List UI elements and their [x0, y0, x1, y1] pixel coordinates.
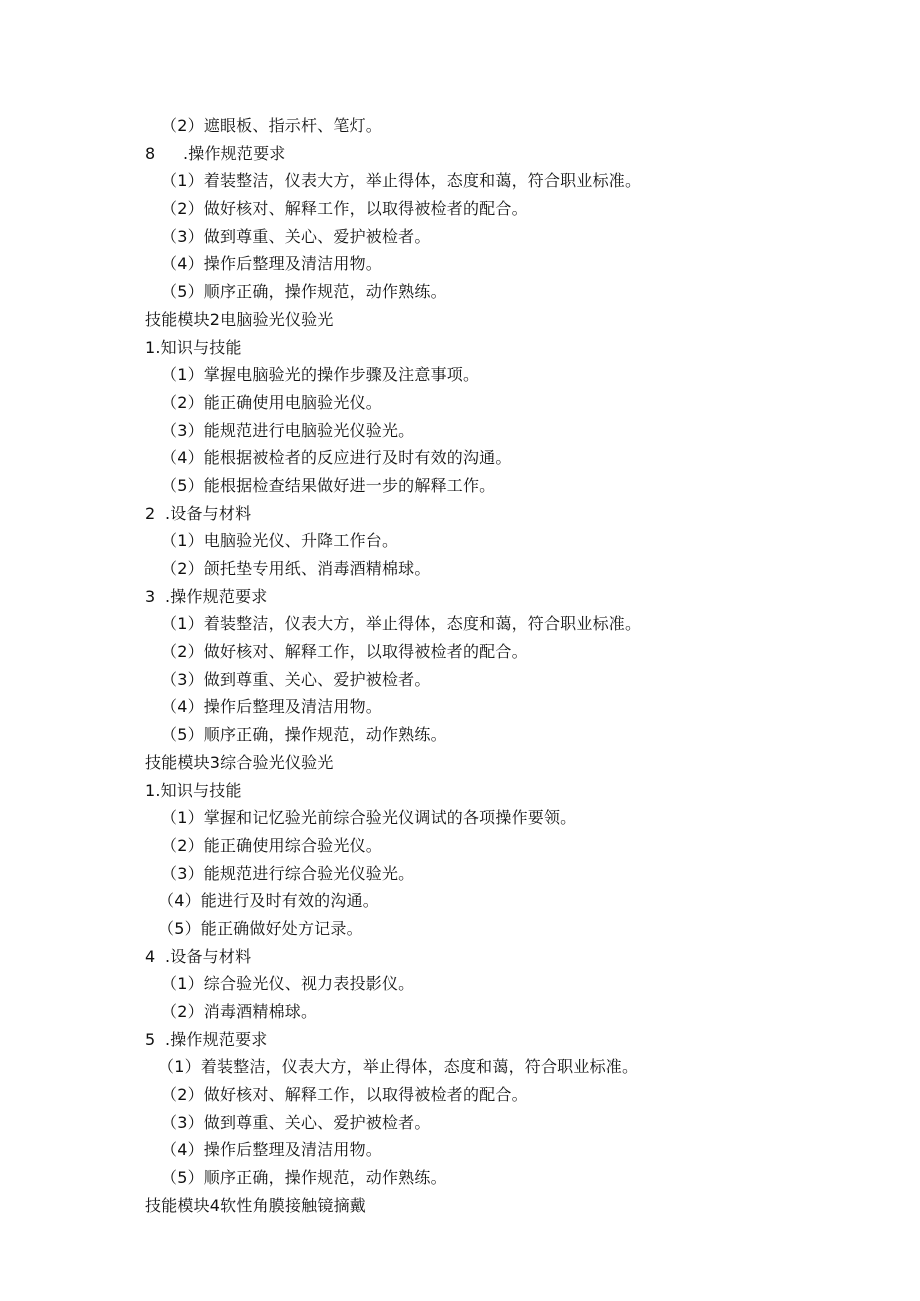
- list-item: （3）能规范进行综合验光仪验光。: [161, 863, 415, 883]
- list-item: （1）着装整洁，仪表大方，举止得体，态度和蔼，符合职业标准。: [161, 171, 642, 191]
- list-item: （4）操作后整理及清洁用物。: [161, 697, 382, 717]
- list-item: （2）消毒酒精棉球。: [161, 1002, 318, 1021]
- heading-text: .操作规范要求: [165, 586, 268, 606]
- list-item: （2）颌托垫专用纸、消毒酒精棉球。: [161, 559, 431, 578]
- list-item: （2）能正确使用综合验光仪。: [161, 835, 382, 855]
- list-item: （1）掌握电脑验光的操作步骤及注意事项。: [161, 365, 480, 385]
- list-item: （5）能根据检查结果做好进一步的解释工作。: [161, 475, 496, 495]
- list-item: （3）做到尊重、关心、爱护被检者。: [161, 1112, 431, 1132]
- list-item: （3）做到尊重、关心、爱护被检者。: [161, 669, 431, 689]
- numbered-heading: [145, 140, 865, 168]
- heading-text: .操作规范要求: [183, 143, 286, 163]
- section-heading: 技能模块3综合验光仪验光: [145, 752, 334, 772]
- heading-number: 5: [145, 1029, 156, 1049]
- heading-number: 8: [145, 143, 156, 163]
- heading-text: .设备与材料: [165, 946, 252, 966]
- list-item: （4）能根据被检者的反应进行及时有效的沟通。: [161, 448, 512, 468]
- list-item: （4）能进行及时有效的沟通。: [158, 891, 379, 911]
- list-item: （1）着装整洁，仪表大方，举止得体，态度和蔼，符合职业标准。: [158, 1057, 639, 1077]
- list-item: （1）掌握和记忆验光前综合验光仪调试的各项操作要领。: [161, 808, 577, 828]
- heading-text: .操作规范要求: [165, 1029, 268, 1049]
- list-item: （4）操作后整理及清洁用物。: [161, 1140, 382, 1160]
- list-item: （3）做到尊重、关心、爱护被检者。: [161, 226, 431, 246]
- list-item: （1）着装整洁，仪表大方，举止得体，态度和蔼，符合职业标准。: [161, 614, 642, 634]
- list-item: （5）能正确做好处方记录。: [158, 918, 363, 938]
- list-item: （2）做好核对、解释工作，以取得被检者的配合。: [161, 199, 528, 219]
- heading-number: 4: [145, 946, 156, 966]
- section-heading: 技能模块2电脑验光仪验光: [145, 309, 334, 329]
- numbered-heading: [145, 943, 865, 971]
- heading-number: 2: [145, 503, 156, 523]
- heading-text: .设备与材料: [165, 503, 252, 523]
- list-item: （1）综合验光仪、视力表投影仪。: [161, 974, 415, 994]
- list-item: （1）电脑验光仪、升降工作台。: [161, 531, 399, 551]
- list-item: （4）操作后整理及清洁用物。: [161, 254, 382, 274]
- list-item: （2）做好核对、解释工作，以取得被检者的配合。: [161, 1085, 528, 1105]
- list-item: （2）能正确使用电脑验光仪。: [161, 392, 382, 412]
- section-heading: 技能模块4软性角膜接触镜摘戴: [145, 1195, 366, 1215]
- list-item: （3）能规范进行电脑验光仪验光。: [161, 420, 415, 440]
- numbered-heading: [145, 500, 865, 528]
- document-body: [145, 112, 865, 1220]
- section-heading: 1.知识与技能: [145, 337, 242, 357]
- heading-number: 3: [145, 586, 156, 606]
- section-heading: 1.知识与技能: [145, 780, 242, 800]
- list-item: （2）遮眼板、指示杆、笔灯。: [161, 116, 382, 135]
- list-item: （5）顺序正确，操作规范，动作熟练。: [161, 1168, 447, 1188]
- numbered-heading: [145, 1026, 865, 1054]
- list-item: （2）做好核对、解释工作，以取得被检者的配合。: [161, 642, 528, 662]
- list-item: （5）顺序正确，操作规范，动作熟练。: [161, 282, 447, 302]
- list-item: （5）顺序正确，操作规范，动作熟练。: [161, 725, 447, 745]
- numbered-heading: [145, 583, 865, 611]
